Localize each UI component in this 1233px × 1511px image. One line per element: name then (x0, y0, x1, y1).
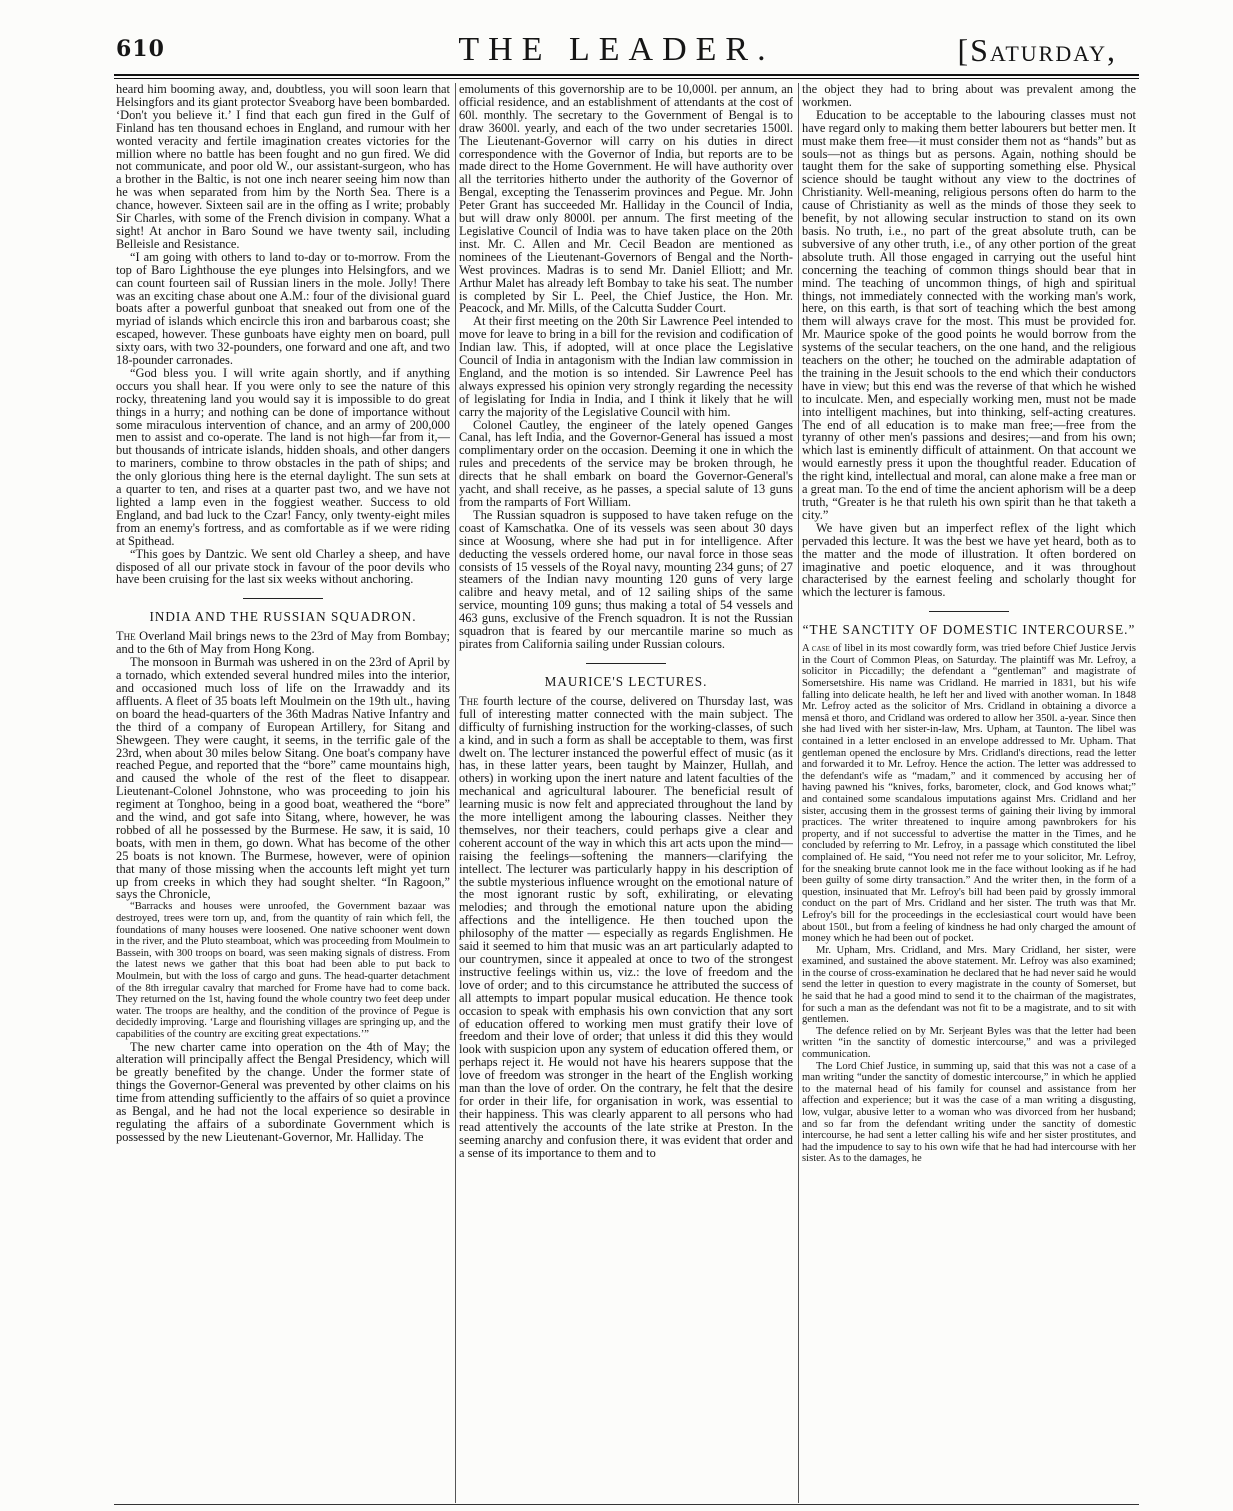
paragraph: The Lord Chief Justice, in summing up, said that this was not a case of a man writing “under the sanctity of domestic intercourse,” in which he applied to the maternal head of his family for counsel and assistance from her affection and experience; but it was the case of a man writing a disgusting, low, vulgar, abusive letter to a woman who was divorced from her husband; and so far from the defendant writing under the sanctity of domestic intercourse, he had sent a letter calling his wife and her sister prostitutes, and had the impudence to say to his own wife that he had had intercourse with her sister. As to the damages, he (802, 1060, 1136, 1165)
paragraph (116, 630, 450, 656)
paragraph: emoluments of this governorship are to be 10,000l. per annum, an official residence, and an establishment of attendants at the cost of 60l. monthly. The secretary to the Government of Bengal is to draw 3600l. yearly, and each of the two under secretaries 1500l. The Lieutenant-Governor will carry on his duties in direct correspondence with the Governor of India, but reports are to be made direct to the Home Government. He will have authority over all the territories hitherto under the authority of the Governor of Bengal, excepting the Tenasserim provinces and Pegue. Mr. John Peter Grant has succeeded Mr. Halliday in the Council of India, but will draw only 8000l. per annum. The first meeting of the Legislative Council of India was to have taken place on the 20th inst. Mr. C. Allen and Mr. Cecil Beadon are mentioned as nominees of the Lieutenant-Governors of Bengal and the North-West provinces. Madras is to send Mr. Daniel Elliott; and Mr. Arthur Malet has already left Bombay to take his seat. The number is completed by Sir L. Peel, the Chief Justice, the Hon. Mr. Peacock, and Mr. Mills, of the Calcutta Sudder Court. (459, 83, 793, 316)
paragraph: At their first meeting on the 20th Sir Lawrence Peel intended to move for leave to bring in a bill for the revision and codification of Indian law. This, if adopted, will at once place the Legislative Council of India in antagonism with the Indian law commission in England, and the motion is so intended. Sir Lawrence Peel has always expressed his opinion very strongly regarding the necessity of legislating for India in India, and I think it likely that he will carry the majority of the Legislative Council with him. (459, 314, 793, 419)
paragraph: the object they had to bring about was prevalent among the workmen. (802, 83, 1136, 109)
masthead-rule-thick (114, 74, 1139, 76)
section-separator (586, 663, 666, 664)
paragraph-text: Overland Mail brings news to the 23rd of May from Bombay; and to the 6th of May from Hong Kong. (116, 629, 450, 657)
column-2 (459, 83, 793, 1503)
paragraph: Mr. Upham, Mrs. Cridland, and Mrs. Mary Cridland, her sister, were examined, and sustained the above statement. Mr. Lefroy was also examined; in the course of cross-examination he declared that he had never said he would send the letter in question to every magistrate in the county of Somerset, but he said that he had a good mind to send it to the chairman of the magistrates, for such a man as the defendant was not fit to be a magistrate, and to sit with gentlemen. (802, 944, 1136, 1026)
paragraph-text: of libel in its most cowardly form, was tried before Chief Justice Jervis in the Court of Common Pleas, on Saturday. The plaintiff was Mr. Lefroy, a solicitor in Piccadilly; the defendant a “gentleman” and magistrate of Somersetshire. His name was Cridland. He married in 1831, but his wife falling into delicate health, he left her and lived with another woman. In 1848 Mr. Lefroy acted as the solicitor of Mrs. Cridland in obtaining a divorce a mensâ et thoro, and Cridland was ordered to allow her 350l. a-year. Since then she had lived with her sister-in-law, Mrs. Upham, at Taunton. The libel was contained in a letter enclosed in an envelope addressed to Mr. Upham. That gentleman opened the enclosure by Mrs. Cridland's directions, read the letter and forwarded it to Mr. Lefroy. Hence the action. The letter was addressed to the defendant's wife as “madam,” and it commenced by accusing her of having pawned his “knives, forks, barometer, clock, and God knows what;” and contained some scandalous imputations against Mrs. Cridland and her sister, accusing them in the grossest terms of gaining their living by immoral practices. The writer threatened to inquire among pawnbrokers for his property, and if not successful to advertise the matter in the Times, and he concluded by referring to Mr. Lefroy, in a passage which constituted the libel complained of. He said, “You need not refer me to your solicitor, Mr. Lefroy, for the sneaking brute cannot look me in the face without looking as if he had been guilty of some dirty transaction.” And the writer then, in the form of a question, insinuated that Mr. Lefroy's bill had been paid by grossly immoral conduct on the part of Mrs. Cridland and her sister. The truth was that Mr. Lefroy's bill for the proceedings in the ecclesiastical court would have been about 150l., but from a feeling of kindness he had only charged the amount of money which he had been out of pocket. (802, 643, 1136, 945)
journal-title: THE LEADER. (458, 31, 775, 68)
lead-in: A case (802, 643, 830, 655)
lead-in: The (116, 629, 136, 644)
paragraph: We have given but an imperfect reflex of the light which pervaded this lecture. It was the best we have yet heard, both as to the matter and the mode of illustration. It often bordered on imaginative and poetic eloquence, and it was throughout characterised by the earnest feeling and scholarly thought for which the lecturer is famous. (802, 520, 1136, 600)
column-divider (798, 83, 799, 1503)
article-heading: INDIA AND THE RUSSIAN SQUADRON. (149, 609, 417, 625)
paragraph: heard him booming away, and, doubtless, you will soon learn that Helsingfors and its giant protector Sveaborg have been bombarded. ‘Don't you believe it.’ I find that each gun fired in the Gulf of Finland has ten thousand echoes in England, and rumour with her wonted veracity and fertile imagination creates victories for the million where no battle has been fought and no gun fired. We did not communicate, and poor old W., our assistant-surgeon, who has a brother in the Baltic, is not one inch nearer seeing him now than he was when separated from him by the North Sea. There is a chance, however. Sixteen sail are in the offing as I write; probably Sir Charles, with some of the French division in company. What a sight! At anchor in Baro Sound we have twenty sail, including Belleisle and Resistance. (116, 83, 450, 251)
column-3 (802, 83, 1136, 1503)
paragraph: The Russian squadron is supposed to have taken refuge on the coast of Kamschatka. One of its vessels was seen about 30 days since at Woosung, where she had put in for intelligence. After deducting the vessels ordered home, our naval force in those seas consists of 15 vessels of the Royal navy, mounting 234 guns; of 27 steamers of the Indian navy mounting 120 guns of very large calibre and heavy metal, and of 12 sailing ships of the same service, mounting 109 guns; thus making a total of 54 vessels and 463 guns, exclusive of the French squadron. It is not the Russian squadron that is feared by our mercantile marine so much as pirates from California sailing under Russian colours. (459, 507, 793, 651)
paragraph: “I am going with others to land to-day or to-morrow. From the top of Baro Lighthouse the eye plunges into Helsingfors, and we can count fourteen sail of Russian liners in the mole. Jolly! There was an exciting chase about one A.M.: four of the divisional guard boats after a powerful gunboat that sneaked out from one of the myriad of islands which encircle this iron and barbarous coast; she escaped, however. These gunboats have eighty men on board, pull sixty oars, with two 32-pounders, one forward and one aft, and two 18-pounder carronades. (116, 249, 450, 368)
paragraph: The new charter came into operation on the 4th of May; the alteration will principally affect the Bengal Presidency, which will be greatly benefited by the change. Under the former state of things the Governor-General was prevented by other claims on his time from attending sufficiently to the affairs of so quiet a province as Bengal, and he had not the local experience so desirable in regulating the affairs of a subordinate Government which is possessed by the new Lieutenant-Governor, Mr. Halliday. The (116, 1039, 450, 1144)
masthead-rule-thin (114, 78, 1139, 79)
paragraph: The defence relied on by Mr. Serjeant Byles was that the letter had been written “in the sanctity of domestic intercourse,” and was a privileged communication. (802, 1025, 1136, 1061)
column-divider (455, 83, 456, 1503)
paragraph (459, 695, 793, 1160)
article-heading: MAURICE'S LECTURES. (544, 673, 708, 689)
paragraph: “This goes by Dantzic. We sent old Charley a sheep, and have disposed of all our private stock in favour of the poor devils who have been cruising for the last six weeks without anchoring. (116, 546, 450, 587)
lead-in: The (459, 693, 479, 708)
section-separator (929, 611, 1009, 612)
paragraph-text: fourth lecture of the course, delivered on Thursday last, was full of interesting matter connected with the main subject. The difficulty of furnishing instruction for the working-classes, of such a kind, and in such a form as shall be acceptable to them, was first dwelt on. The lecturer instanced the powerful effect of music (as it has, in these latter years, been taught by Mainzer, Hullah, and others) in working upon the inert nature and latent faculties of the mechanical and agricultural labourer. The beneficial result of learning music is now felt and appreciated throughout the land by the more intelligent among the labouring classes. Neither they themselves, nor their teachers, could perhaps give a clear and coherent account of the way in which this art acts upon the mind—raising the feelings—softening the manners—clarifying the intellect. The lecturer was particularly happy in his description of the subtle mysterious influence wrought on the emotional nature of the most ignorant rustic by soft, exhilirating, or elevating melodies; and through the emotional nature upon the abiding affections and the intelligence. He then touched upon the philosophy of the matter — especially as regards Englishmen. He said it seemed to him that music was an art particularly adapted to our countrymen, since it appealed at once to two of the strongest instructive feelings within us, viz.: the love of freedom and the love of order; and to this circumstance he attributed the success of all attempts to impart popular musical education. He thence took occasion to speak with emphasis his own conviction that any sort of education offered to working men must gratify their love of freedom and their love of order; that unless it did this they would look with suspicion upon any system of education offered them, or perhaps reject it. He would not have his hearers suppose that the love of freedom was stronger in the heart of the English working man than the love of order. On the contrary, he felt that the desire for order in their life, for organisation in work, was essential to their happiness. This was clearly apparent to all persons who had read attentively the accounts of the late strike at Preston. In the seeming anarchy and confusion there, it was evident that order and a sense of its importance to them and to (459, 693, 793, 1160)
paragraph: Colonel Cautley, the engineer of the lately opened Ganges Canal, has left India, and the Governor-General has issued a most complimentary order on the occasion. Deeming it one in which the rules and precedents of the service may be broken through, he directs that he shall embark on board the Governor-General's yacht, and shall receive, as he passes, a special salute of 13 guns from the ramparts of Fort William. (459, 417, 793, 509)
masthead-date: [Saturday, (957, 32, 1117, 68)
paragraph: The monsoon in Burmah was ushered in on the 23rd of April by a tornado, which extended several hundred miles into the interior, and occasioned much loss of life on the Irrawaddy and its affluents. A fleet of 35 boats left Moulmein on the 19th ult., having on board the head-quarters of the 36th Madras Native Infantry and the third of a company of European Artillery, for Sitang and Shewgeen. They were caught, it seems, in the terrific gale of the 23rd, when about 30 miles below Sitang. One boat's company have reached Pegue, and reported that the “bore” came mountains high, and caused the whole of the rest of the fleet to disappear. Lieutenant-Colonel Johnstone, who was proceeding to join his regiment at Tonghoo, being in a good boat, weathered the “bore” and the wind, and got safe into Sitang, where, however, he was robbed of all he possessed by the Burmese. He saw, it is said, 10 boats, with men in them, go down. What has become of the other 25 boats is not known. The Burmese, however, were of opinion that many of those missing when the accounts left might yet turn up from creeks in which they had sought shelter. “In Ragoon,” says the Chronicle, (116, 655, 450, 902)
quoted-extract: “Barracks and houses were unroofed, the Government bazaar was destroyed, trees were torn up, and, from the quantity of rain which fell, the foundations of many houses were loosened. One native schooner went down in the river, and the Pluto steamboat, which was proceeding from Moulmein to Bassein, with 300 troops on board, was seen making signals of distress. From the latest news we gather that this boat had been able to put back to Moulmein, but with the loss of cargo and guns. The head-quarter detachment of the 8th irregular cavalry that marched for Frome have had to come back. They returned on the 1st, having found the whole country two feet deep under water. The troops are healthy, and the condition of the province of Pegue is decidedly improving. ‘Large and flourishing villages are springing up, and the capabilities of the country are exciting great expectations.’” (116, 901, 450, 1040)
paragraph (802, 643, 1136, 944)
paragraph: Education to be acceptable to the labouring classes must not have regard only to making them better labourers but better men. It must make them free—it must consider them not as “hands” but as souls—not as things but as persons. Again, nothing should be taught them for the sake of supporting something else. Physical science should be taught without any view to the doctrines of Christianity. Well-meaning, religious persons often do harm to the cause of Christianity as well as the minds of those they seek to benefit, by not allowing secular instruction to stand on its own basis. No truth, i.e., no part of the great absolute truth, can be subversive of any other truth, i.e., of any other portion of the great absolute truth. All those engaged in carrying out the useful hint concerning the teaching of common things should bear that in mind. The teaching of uncommon things, of high and spiritual things, not immediately connected with the working man's work, here, on this earth, is that sort of teaching which the best among them will always crave for the most. This must be provided for. Mr. Maurice spoke of the good points he would borrow from the systems of the secular teachers, on the one hand, and the religious teachers on the other; he touched on the admirable adaptation of the training in the Jesuit schools to the end which their conductors have in view; but this end was the reverse of that which he wished to inculcate. Men, and especially working men, must not be made into intelligent machines, but into thinking, self-acting creatures. The end of all education is to make man free;—free from the tyranny of other men's passions and desires;—and from his own; which last is eminently difficult of attainment. On that account we would earnestly press it upon the thoughtful reader. Education of the right kind, intellectual and moral, can alone make a free man or a great man. To the end of time the ancient aphorism will be a deep truth, “Greater is he that ruleth his own spirit than he that taketh a city.” (802, 107, 1136, 522)
paragraph: “God bless you. I will write again shortly, and if anything occurs you shall hear. If you were only to see the nature of this rocky, threatening land you would say it is impossible to do great things in a hurry; and nothing can be done of importance without some miraculous intervention of chance, and an army of 200,000 men to assist and co-operate. The land is not high—far from it,—but thousands of intricate islands, hidden shoals, and other dangers to mariners, combine to throw obstacles in the path of ships; and the only glorious thing here is the eternal daylight. The sun sets at a quarter to ten, and rises at a quarter past two, and we have not lighted a lamp even in the foggiest weather. Success to old England, and bad luck to the Czar! Fancy, only twenty-eight miles from an enemy's fortress, and as comfortable as if we were riding at Spithead. (116, 365, 450, 548)
article-heading: “THE SANCTITY OF DOMESTIC INTERCOURSE.” (802, 622, 1136, 638)
bottom-rule (114, 1504, 1139, 1505)
page-number: 610 (116, 36, 165, 62)
masthead (0, 0, 1233, 78)
column-1 (116, 83, 450, 1503)
section-separator (243, 598, 323, 599)
